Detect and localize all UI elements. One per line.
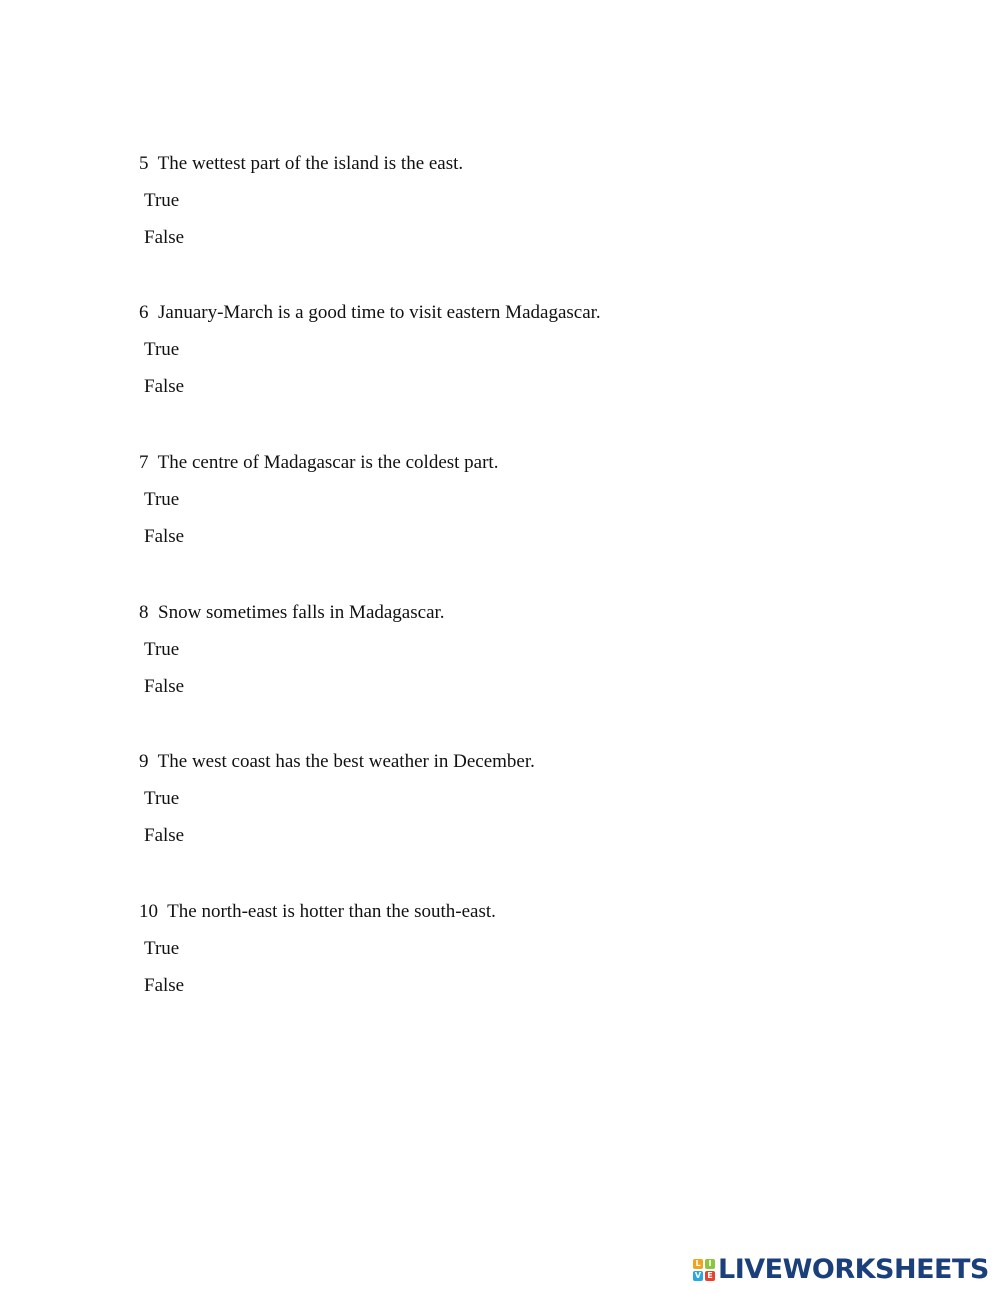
question-statement: Snow sometimes falls in Madagascar. [158, 602, 445, 623]
question-number: 6 [139, 302, 149, 323]
question-statement: The west coast has the best weather in December. [157, 751, 535, 772]
question-number: 10 [139, 901, 158, 922]
option-true[interactable]: True [144, 639, 180, 660]
question-text [139, 302, 899, 324]
question-text [139, 751, 899, 773]
option-true[interactable]: True [144, 938, 180, 959]
logo-mark-letter: V [694, 1271, 702, 1280]
question-10 [139, 901, 899, 997]
question-text [139, 153, 899, 175]
option-true[interactable]: True [144, 339, 180, 360]
question-statement: The centre of Madagascar is the coldest part. [157, 452, 499, 473]
question-number: 8 [139, 602, 149, 623]
logo-mark-letter: L [693, 1259, 703, 1269]
question-text [139, 452, 899, 474]
question-statement: January-March is a good time to visit eastern Madagascar. [158, 302, 601, 323]
liveworksheets-logo [693, 1256, 989, 1284]
question-number: 9 [139, 751, 149, 772]
question-statement: The north-east is hotter than the south-east. [167, 901, 496, 922]
option-false[interactable]: False [144, 526, 185, 547]
question-number: 5 [139, 153, 149, 174]
option-false[interactable]: False [144, 376, 185, 397]
logo-mark-letter: I [705, 1259, 715, 1269]
question-statement: The wettest part of the island is the east. [157, 153, 464, 174]
question-5 [139, 153, 899, 249]
option-true[interactable]: True [144, 489, 180, 510]
question-9 [139, 751, 899, 847]
option-false[interactable]: False [144, 975, 185, 996]
logo-wordmark: LIVEWORKSHEETS [718, 1254, 989, 1285]
question-8 [139, 602, 899, 698]
question-text [139, 901, 899, 923]
question-7 [139, 452, 899, 548]
option-true[interactable]: True [144, 788, 180, 809]
option-false[interactable]: False [144, 676, 185, 697]
logo-mark-letter: E [705, 1271, 715, 1281]
logo-mark-icon [693, 1259, 715, 1281]
option-false[interactable]: False [144, 825, 185, 846]
question-number: 7 [139, 452, 149, 473]
question-6 [139, 302, 899, 398]
option-true[interactable]: True [144, 190, 180, 211]
question-text [139, 602, 899, 624]
option-false[interactable]: False [144, 227, 185, 248]
